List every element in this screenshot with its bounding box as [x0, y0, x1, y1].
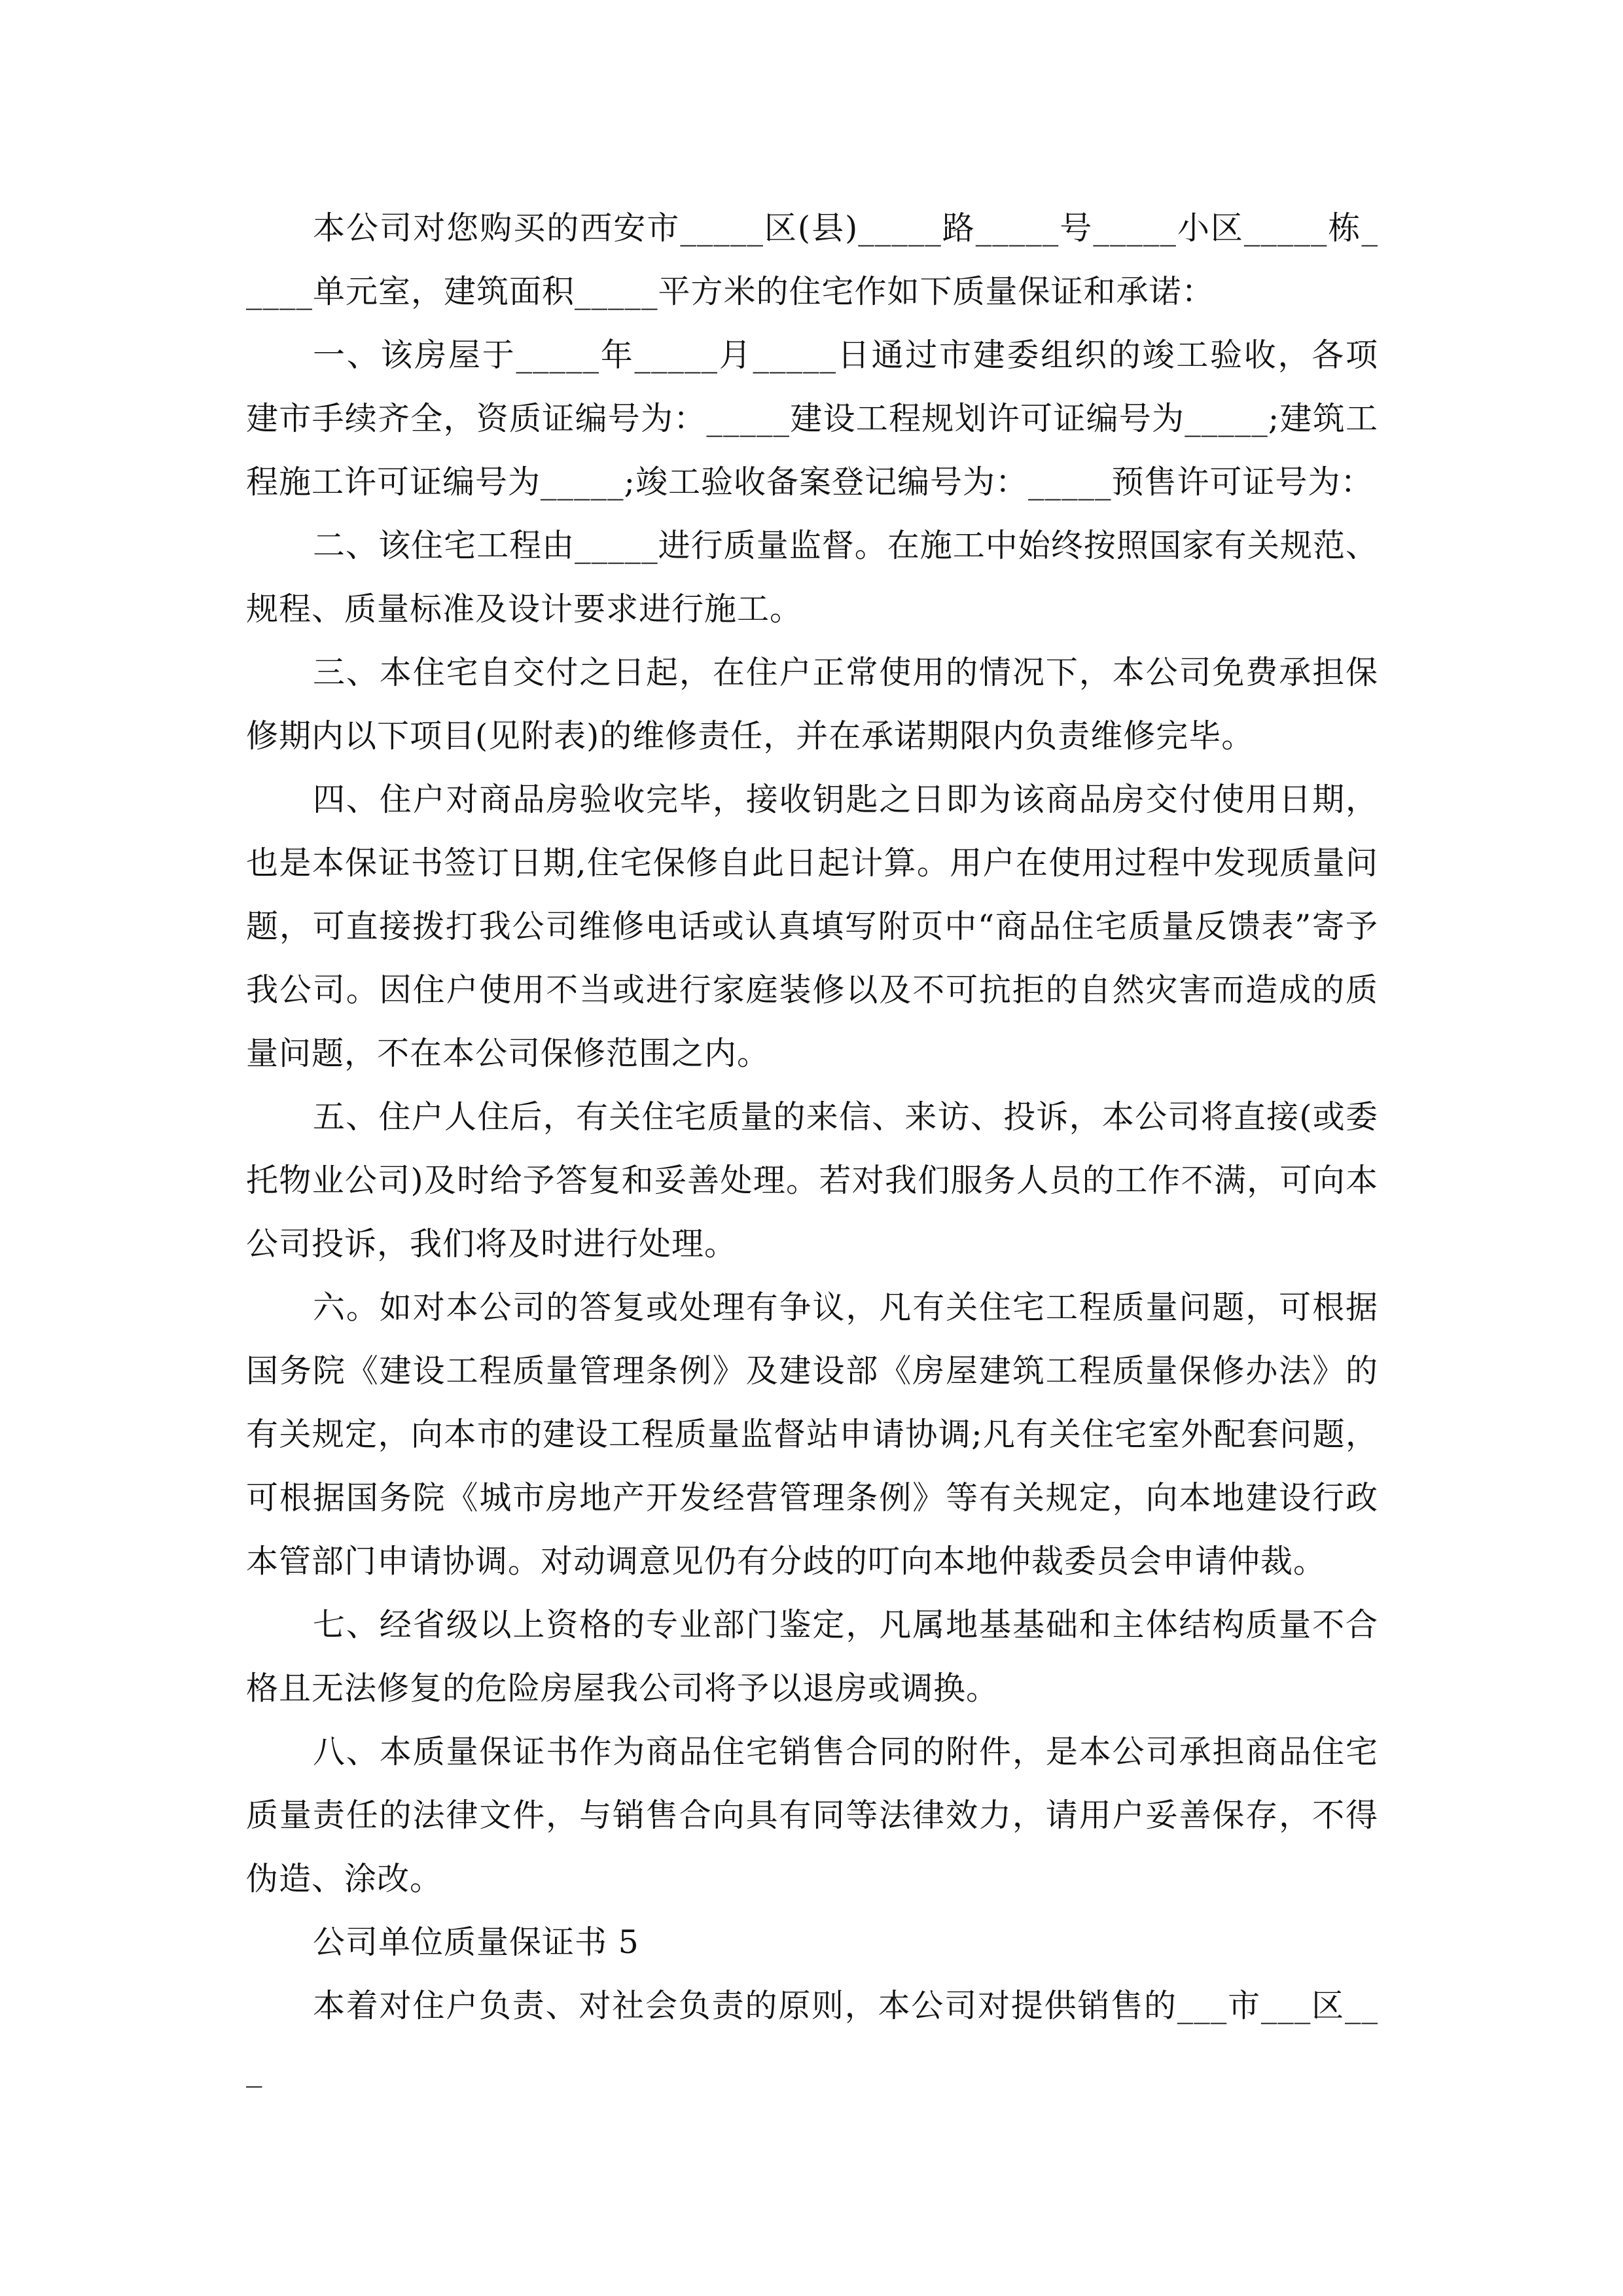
paragraph-item-3: 三、本住宅自交付之日起，在住户正常使用的情况下，本公司免费承担保修期内以下项目(见附表)的维修责任，并在承诺期限内负责维修完毕。 — [246, 654, 1378, 755]
paragraph-item-6: 六。如对本公司的答复或处理有争议，凡有关住宅工程质量问题，可根据国务院《建设工程质量管理条例》及建设部《房屋建筑工程质量保修办法》的有关规定，向本市的建设工程质量监督站申请协调;凡有关住宅室外配套问题，可根据国务院《城市房地产开发经营管理条例》等有关规定，向本地建设行政本管部门申请协调。对动调意见仍有分歧的叮向本地仲裁委员会申请仲裁。 — [246, 1289, 1378, 1580]
paragraph-next-section: 本着对住户负责、对社会负责的原则，本公司对提供销售的___市___区___ — [246, 1987, 1378, 2088]
section-title: 公司单位质量保证书 5 — [313, 1924, 639, 1961]
paragraph-item-8: 八、本质量保证书作为商品住宅销售合同的附件，是本公司承担商品住宅质量责任的法律文件，与销售合向具有同等法律效力，请用户妥善保存，不得伪造、涂改。 — [246, 1733, 1378, 1897]
paragraph-intro: 本公司对您购买的西安市_____区(县)_____路_____号_____小区_____栋_____单元室，建筑面积_____平方米的住宅作如下质量保证和承诺： — [246, 209, 1378, 310]
paragraph-item-1: 一、该房屋于_____年_____月_____日通过市建委组织的竣工验收，各项建市手续齐全，资质证编号为：_____建设工程规划许可证编号为_____;建筑工程施工许可证编号为_____;竣工验收备案登记编号为：_____预售许可证号为： — [246, 336, 1378, 501]
paragraph-item-7: 七、经省级以上资格的专业部门鉴定，凡属地基基础和主体结构质量不合格且无法修复的危险房屋我公司将予以退房或调换。 — [246, 1606, 1378, 1707]
paragraph-item-5: 五、住户人住后，有关住宅质量的来信、来访、投诉，本公司将直接(或委托物业公司)及时给予答复和妥善处理。若对我们服务人员的工作不满，可向本公司投诉，我们将及时进行处理。 — [246, 1098, 1378, 1263]
paragraph-item-2: 二、该住宅工程由_____进行质量监督。在施工中始终按照国家有关规范、规程、质量标准及设计要求进行施工。 — [246, 527, 1378, 628]
paragraph-item-4: 四、住户对商品房验收完毕，接收钥匙之日即为该商品房交付使用日期，也是本保证书签订日期,住宅保修自此日起计算。用户在使用过程中发现质量问题，可直接拨打我公司维修电话或认真填写附页中“商品住宅质量反馈表”寄予我公司。因住户使用不当或进行家庭装修以及不可抗拒的自然灾害而造成的质量问题，不在本公司保修范围之内。 — [246, 781, 1378, 1072]
document-body — [246, 196, 1378, 2101]
